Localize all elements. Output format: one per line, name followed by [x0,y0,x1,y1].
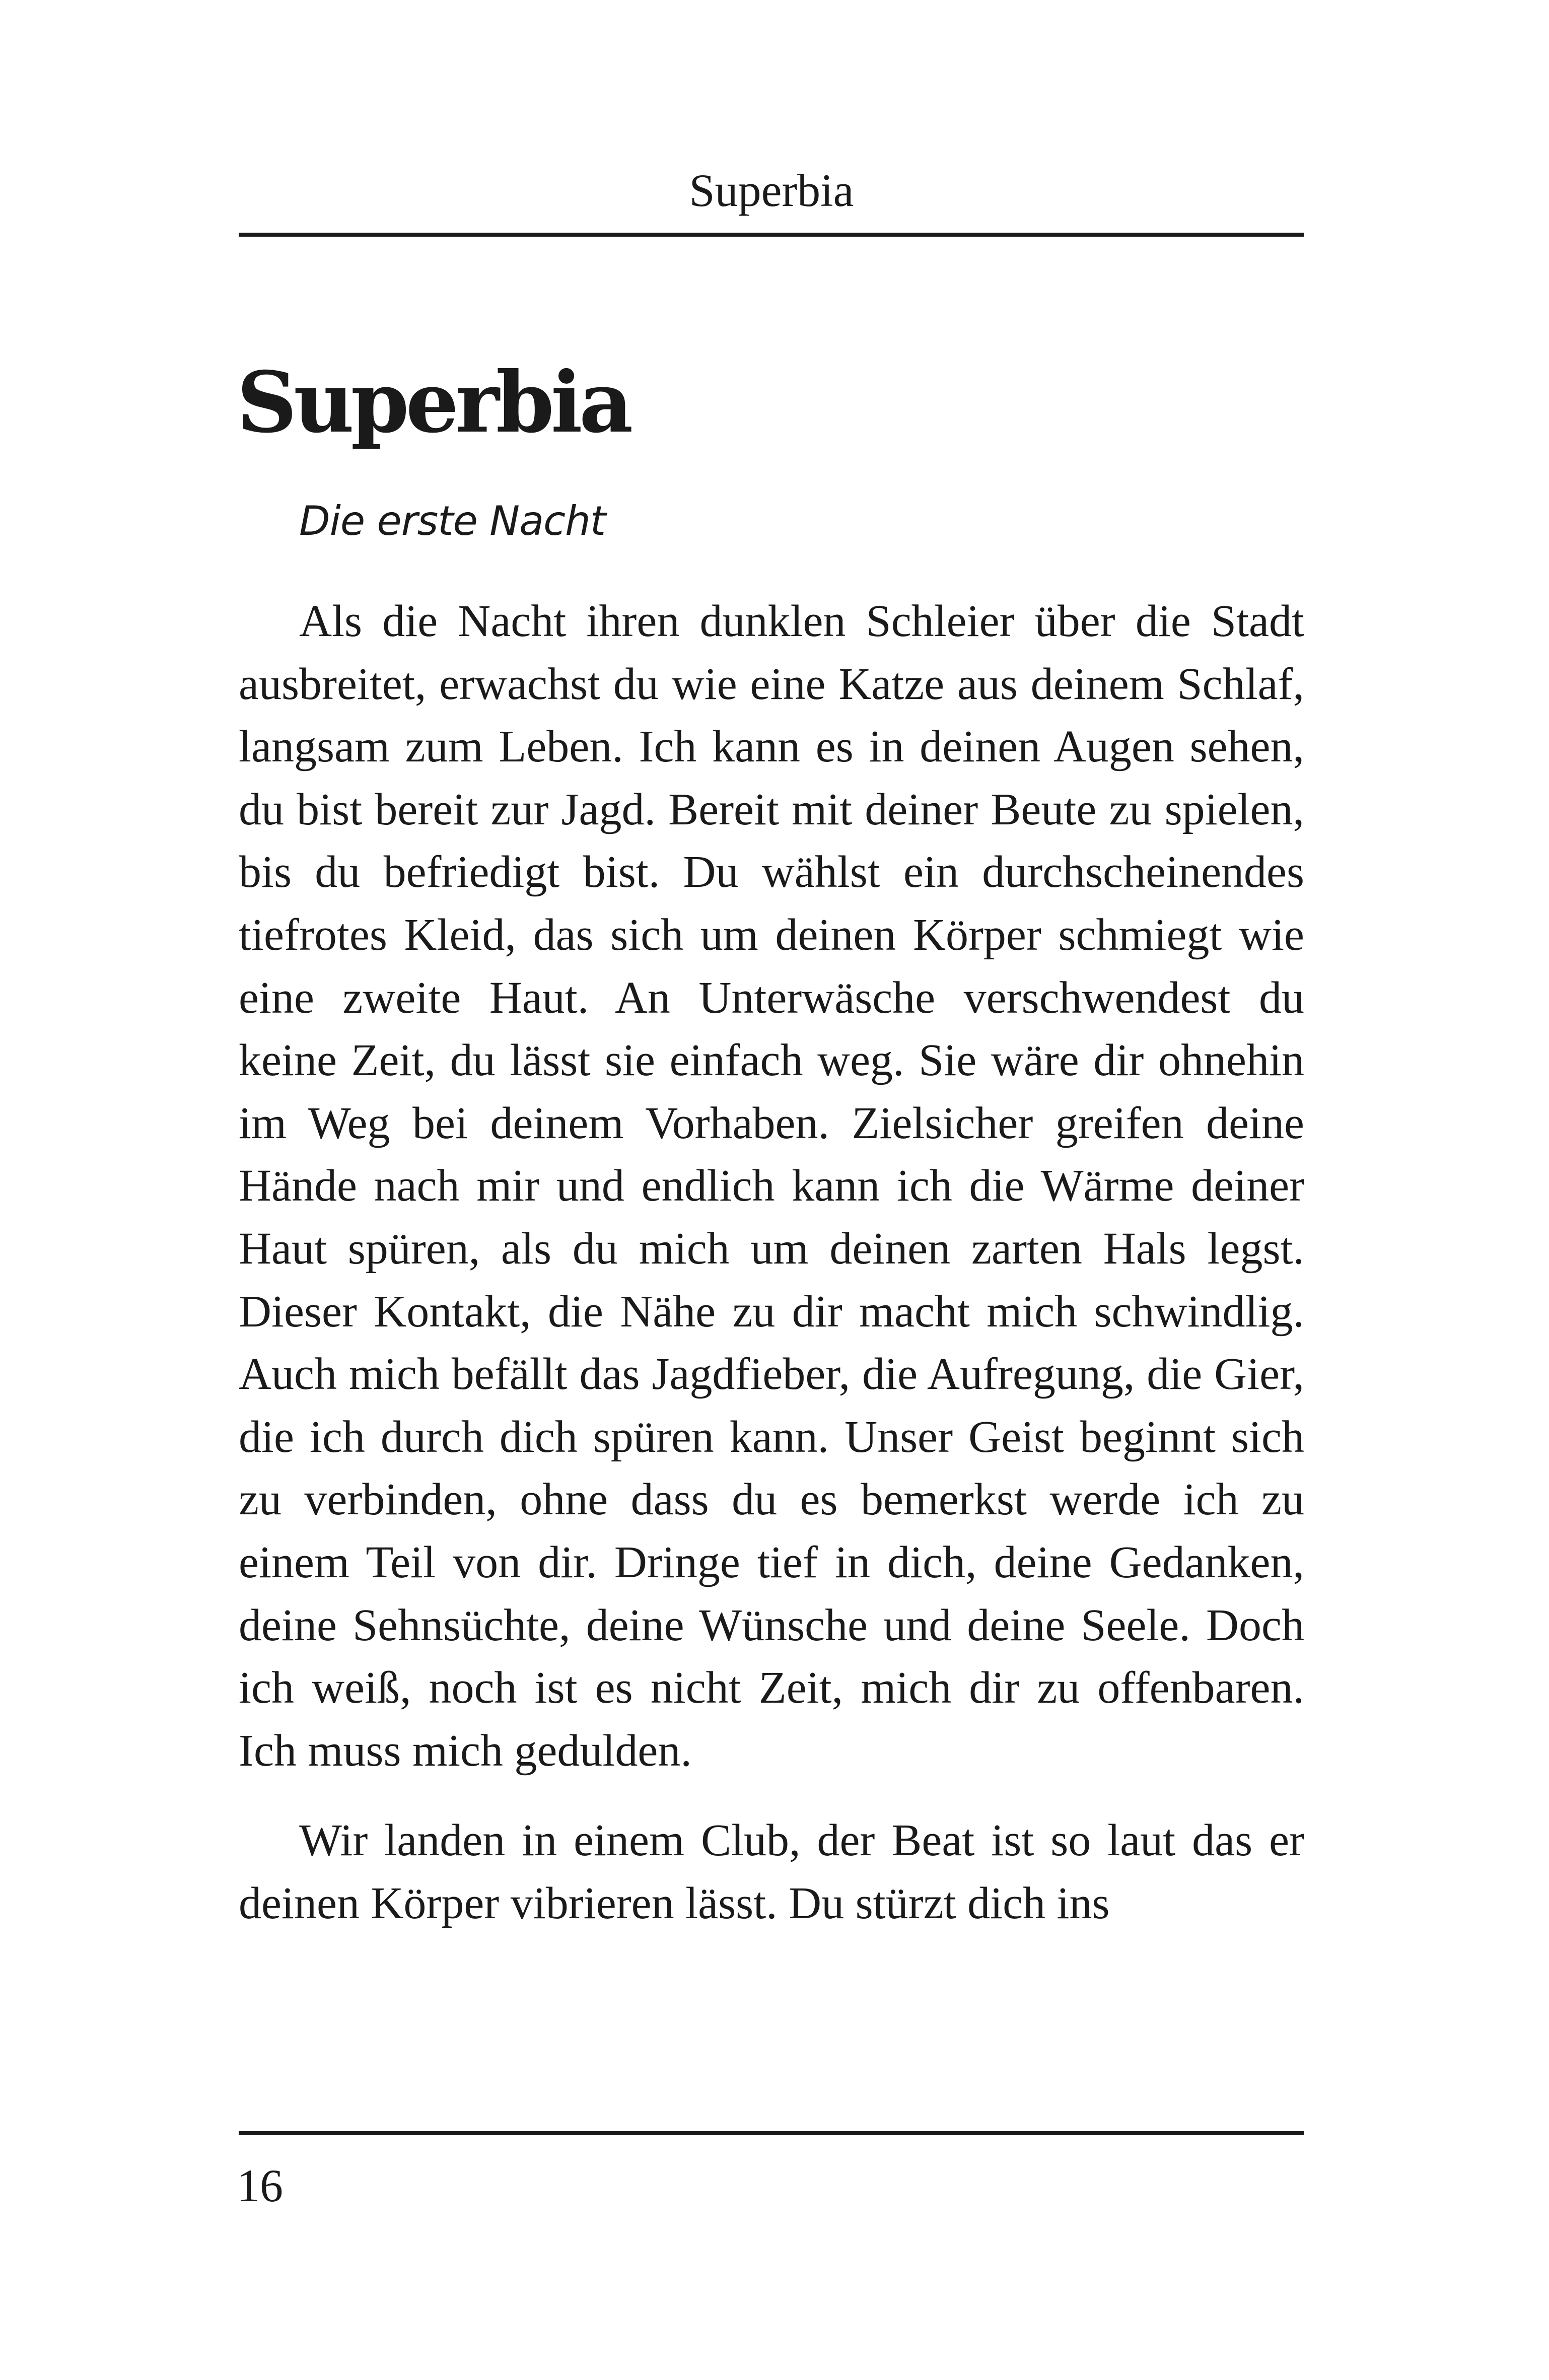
chapter-title: Superbia [237,354,630,452]
page-number: 16 [237,2160,283,2211]
chapter-subtitle: Die erste Nacht [299,498,606,544]
paragraph-2: Wir landen in einem Club, der Beat ist so laut das er deinen Körper vibrieren lässt. Du stürzt dich ins [239,1815,1304,1928]
header-rule [239,233,1304,237]
paragraph-1: Als die Nacht ihren dunklen Schleier über die Stadt ausbreitet, erwachst du wie eine Katze aus deinem Schlaf, langsam zum Leben. Ich kann es in deinen Augen sehen, du bist bereit zur Jagd. Bereit mit deiner Beute zu spielen, bis du befriedigt bist. Du wählst ein durchscheinendes tiefrotes Kleid, das sich um deinen Körper schmiegt wie eine zweite Haut. An Unterwäsche verschwendest du keine Zeit, du lässt sie einfach weg. Sie wäre dir ohnehin im Weg bei deinem Vorhaben. Zielsicher greifen deine Hände nach mir und endlich kann ich die Wärme deiner Haut spüren, als du mich um deinen zarten Hals legst. Dieser Kontakt, die Nähe zu dir macht mich schwindlig. Auch mich befällt das Jagdfieber, die Aufregung, die Gier, die ich durch dich spüren kann. Unser Geist beginnt sich zu verbinden, ohne dass du es bemerkst werde ich zu einem Teil von dir. Dringe tief in dich, deine Gedanken, deine Sehnsüchte, deine Wünsche und deine Seele. Doch ich weiß, noch ist es nicht Zeit, mich dir zu offenbaren. Ich muss mich gedulden. [239,596,1304,1776]
body-text [239,590,1304,1935]
running-head: Superbia [689,165,854,216]
footer-rule [239,2131,1304,2135]
